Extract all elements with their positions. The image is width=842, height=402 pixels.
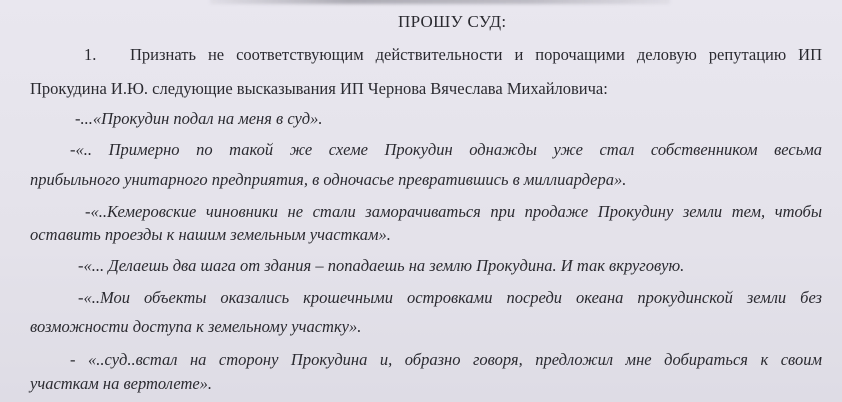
quote-2-line-2: прибыльного унитарного предприятия, в одночасье превратившись в миллиардера».	[30, 170, 627, 189]
quote-6-line-1: - «..суд..встал на сторону Прокудина и, образно говоря, предложил мне добираться к своим	[70, 350, 822, 369]
section-heading: ПРОШУ СУД:	[398, 12, 507, 31]
cut-off-top-text	[210, 0, 670, 4]
item-number: 1.	[84, 45, 97, 64]
quote-6-line-2: участкам на вертолете».	[30, 374, 213, 393]
quote-5-line-2: возможности доступа к земельному участку».	[30, 317, 362, 336]
quote-5-line-1: -«..Мои объекты оказались крошечными островками посреди океана прокудинской земли без	[78, 288, 822, 307]
quote-1-line-1: -...«Прокудин подал на меня в суд».	[75, 109, 323, 128]
item-text-line-1: Признать не соответствующим действительности и порочащими деловую репутацию ИП	[130, 45, 822, 64]
item-text-line-2: Прокудина И.Ю. следующие высказывания ИП Чернова Вячеслава Михайловича:	[30, 79, 608, 98]
quote-3-line-2: оставить проезды к нашим земельным участкам».	[30, 225, 391, 244]
quote-4-line-1: -«... Делаешь два шага от здания – попадаешь на землю Прокудина. И так вкруговую.	[78, 256, 685, 275]
quote-2-line-1: -«.. Примерно по такой же схеме Прокудин однажды уже стал собственником весьма	[70, 140, 822, 159]
quote-3-line-1: -«..Кемеровские чиновники не стали заморачиваться при продаже Прокудину земли тем, чтобы	[85, 202, 822, 221]
